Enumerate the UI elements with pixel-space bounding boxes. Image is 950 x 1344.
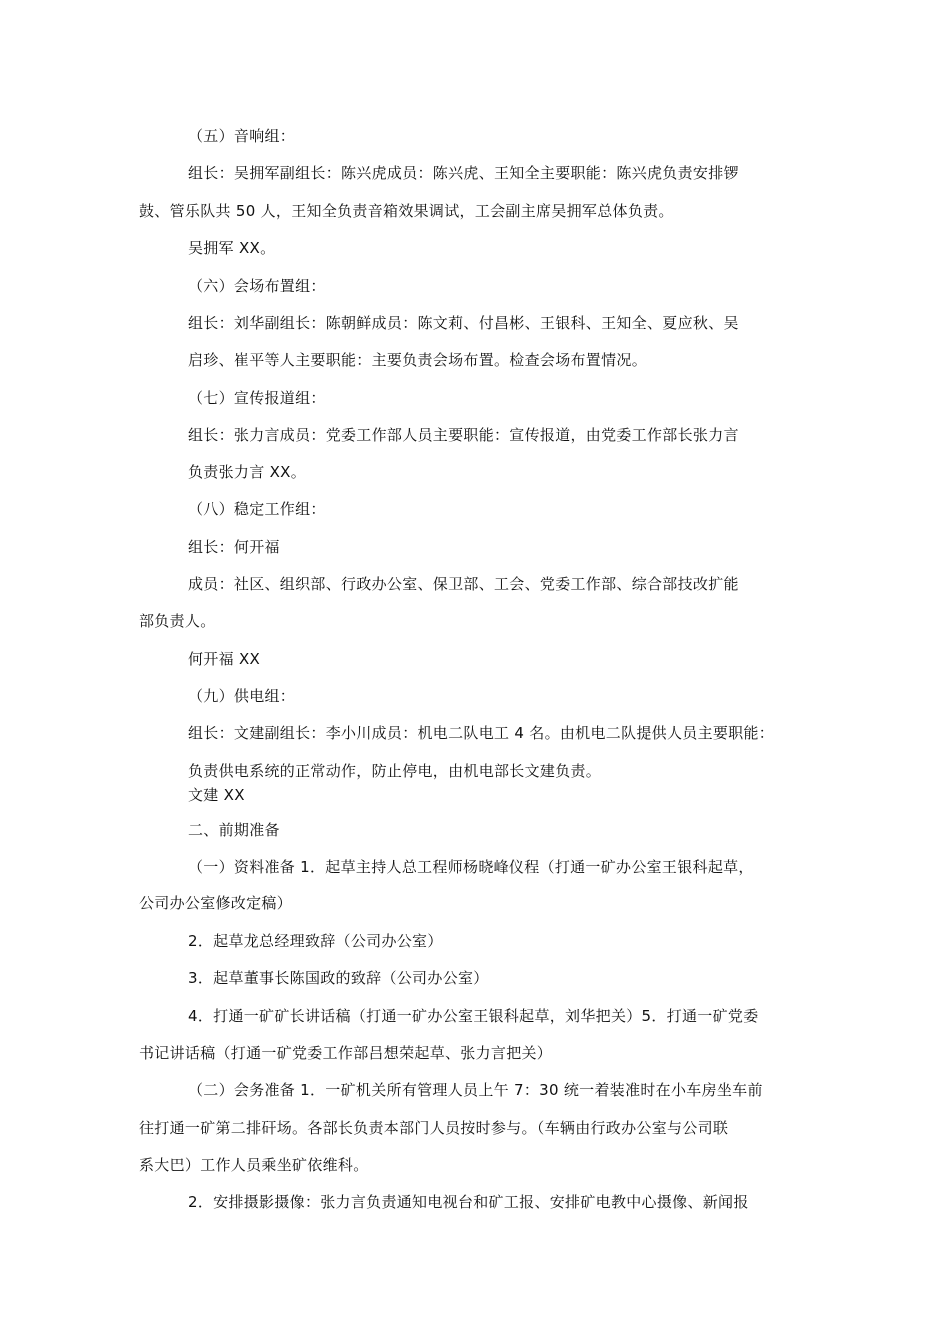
list-item: 4．打通一矿矿长讲话稿（打通一矿办公室王银科起草，刘华把关）5．打通一矿党委	[188, 1007, 759, 1025]
signature-line: 吴拥军 XX。	[188, 239, 276, 257]
body-text-line: 部负责人。	[139, 612, 216, 630]
body-text-line: 启珍、崔平等人主要职能：主要负责会场布置。检查会场布置情况。	[188, 351, 648, 369]
body-text-line: 组长：张力言成员：党委工作部人员主要职能：宣传报道，由党委工作部长张力言	[188, 426, 739, 444]
body-text-line: （二）会务准备 1．一矿机关所有管理人员上午 7：30 统一着装准时在小车房坐车前	[188, 1081, 763, 1099]
list-item: 2．起草龙总经理致辞（公司办公室）	[188, 932, 443, 950]
body-text-line: 组长：何开福	[188, 538, 280, 556]
signature-line: 文建 XX	[188, 786, 245, 804]
section-heading: （七）宣传报道组：	[188, 389, 326, 407]
body-text-line: 负责供电系统的正常动作，防止停电，由机电部长文建负责。	[188, 762, 602, 780]
body-text-line: 公司办公室修改定稿）	[139, 894, 293, 912]
list-item: 2．安排摄影摄像：张力言负责通知电视台和矿工报、安排矿电教中心摄像、新闻报	[188, 1193, 749, 1211]
body-text-line: （一）资料准备 1．起草主持人总工程师杨晓峰仪程（打通一矿办公室王银科起草，	[188, 858, 754, 876]
section-heading: （九）供电组：	[188, 687, 296, 705]
body-text-line: 鼓、管乐队共 50 人，王知全负责音箱效果调试，工会副主席吴拥军总体负责。	[139, 202, 674, 220]
section-heading: （八）稳定工作组：	[188, 500, 326, 518]
section-heading: （六）会场布置组：	[188, 277, 326, 295]
chapter-heading: 二、前期准备	[188, 821, 280, 839]
section-heading: （五）音响组：	[188, 127, 296, 145]
body-text-line: 系大巴）工作人员乘坐矿依维科。	[139, 1156, 369, 1174]
body-text-line: 组长：刘华副组长：陈朝鲜成员：陈文莉、付昌彬、王银科、王知全、夏应秋、吴	[188, 314, 739, 332]
body-text-line: 负责张力言 XX。	[188, 463, 307, 481]
body-text-line: 书记讲话稿（打通一矿党委工作部吕想荣起草、张力言把关）	[139, 1044, 553, 1062]
signature-line: 何开福 XX	[188, 650, 261, 668]
body-text-line: 组长：吴拥军副组长：陈兴虎成员：陈兴虎、王知全主要职能：陈兴虎负责安排锣	[188, 164, 739, 182]
body-text-line: 往打通一矿第二排矸场。各部长负责本部门人员按时参与。（车辆由行政办公室与公司联	[139, 1119, 729, 1137]
list-item: 3．起草董事长陈国政的致辞（公司办公室）	[188, 969, 489, 987]
body-text-line: 成员：社区、组织部、行政办公室、保卫部、工会、党委工作部、综合部技改扩能	[188, 575, 739, 593]
body-text-line: 组长：文建副组长：李小川成员：机电二队电工 4 名。由机电二队提供人员主要职能：	[188, 724, 775, 742]
